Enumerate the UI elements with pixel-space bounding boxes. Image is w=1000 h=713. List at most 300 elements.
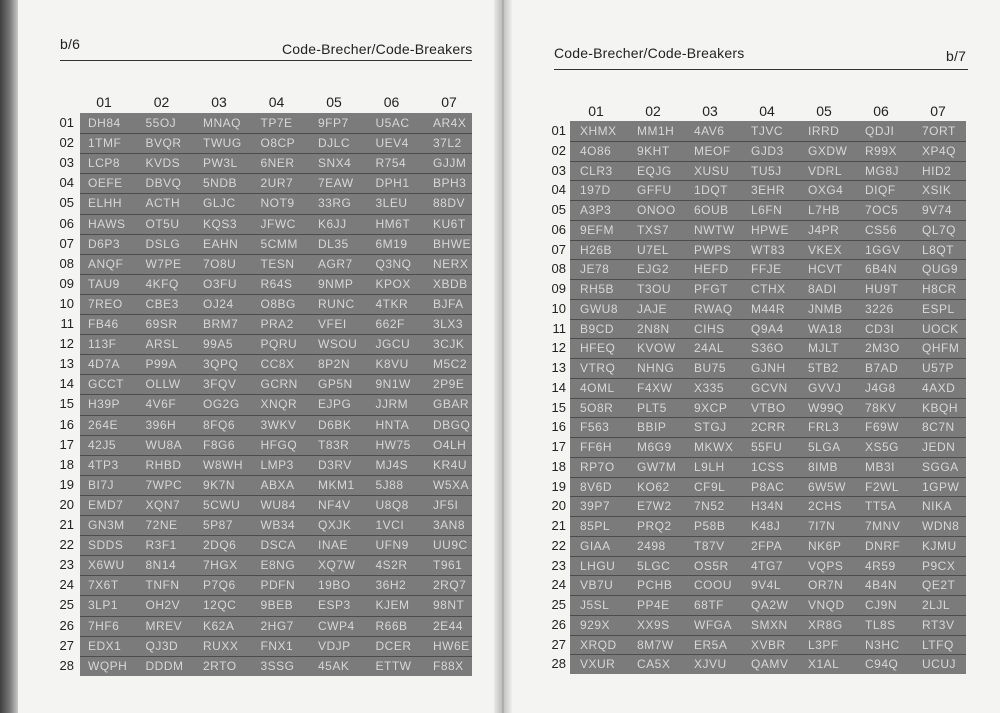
code-cell: 5TB2 (808, 361, 839, 375)
code-cell: X6WU (88, 558, 125, 573)
code-cell: 7N52 (694, 499, 725, 514)
code-cell: 9BEB (260, 598, 294, 613)
code-cell: NERX (433, 256, 469, 271)
code-cell: O4LH (433, 437, 467, 452)
row-separator (80, 374, 472, 375)
code-cell: O8CP (260, 136, 296, 151)
row-number: 27 (59, 637, 74, 653)
code-cell: 2LJL (922, 598, 951, 612)
code-cell: RT3V (922, 617, 955, 632)
code-cell: HAWS (88, 216, 126, 231)
column-header: 05 (326, 94, 342, 110)
code-cell: GCRN (260, 377, 298, 392)
code-cell: HU9T (865, 282, 899, 296)
code-cell: 3SSG (260, 658, 295, 673)
row-separator (570, 516, 966, 517)
code-cell: XSIK (922, 183, 952, 198)
code-cell: BJFA (433, 296, 464, 311)
code-cell: 3226 (865, 301, 894, 316)
row-separator (80, 515, 472, 516)
code-cell: NHNG (637, 361, 675, 375)
code-cell: OJ24 (203, 296, 234, 311)
row-separator (570, 635, 966, 636)
right-page-title: Code-Brecher/Code-Breakers (554, 45, 745, 61)
code-cell: P9CX (922, 558, 956, 573)
code-cell: 197D (580, 183, 611, 198)
code-cell: MJLT (808, 341, 840, 356)
column-header: 03 (211, 94, 227, 110)
code-cell: CJ9N (865, 598, 898, 612)
code-cell: R754 (375, 156, 407, 171)
code-cell: 8FQ6 (203, 417, 236, 432)
code-cell: HEFD (694, 262, 729, 277)
code-cell: XQ7W (318, 558, 356, 573)
code-cell: TAU9 (88, 276, 120, 291)
code-cell: F2WL (865, 479, 900, 494)
code-cell: ESP3 (318, 598, 351, 613)
code-cell: XS5G (865, 440, 900, 454)
code-cell: JFWC (260, 216, 296, 231)
code-cell: 1TMF (88, 136, 122, 151)
code-cell: K48J (751, 519, 781, 533)
code-cell: QL7Q (922, 222, 957, 237)
code-cell: 7I7N (808, 519, 836, 533)
row-separator (570, 259, 966, 260)
column-header: 02 (153, 94, 170, 110)
column-header: 01 (96, 94, 112, 110)
code-cell: RH5B (580, 282, 615, 296)
code-cell: SMXN (751, 617, 788, 632)
code-cell: 5P87 (203, 518, 234, 532)
code-cell: ESPL (922, 301, 955, 316)
row-number: 23 (59, 557, 74, 573)
left-page-number: b/6 (60, 36, 81, 52)
code-cell: GFFU (637, 183, 672, 198)
row-separator (570, 615, 966, 616)
row-number: 19 (551, 478, 566, 494)
row-number: 09 (59, 275, 74, 291)
code-cell: 3WKV (260, 417, 297, 432)
column-header: 04 (759, 103, 775, 119)
code-cell: KBQH (922, 400, 959, 415)
code-cell: 4D7A (88, 357, 121, 372)
row-separator (570, 338, 966, 339)
code-cell: TESN (260, 256, 295, 271)
code-cell: QUG9 (922, 262, 959, 277)
code-cell: 5CWU (203, 497, 241, 512)
row-number: 28 (59, 657, 74, 673)
code-cell: NF4V (318, 497, 351, 512)
code-cell: R99X (865, 143, 898, 158)
code-cell: O8BG (260, 296, 296, 311)
code-cell: 8M7W (637, 637, 674, 652)
row-number: 18 (59, 456, 74, 472)
code-cell: D6BK (318, 417, 352, 432)
row-separator (570, 180, 966, 181)
code-cell: 37L2 (433, 136, 462, 151)
code-cell: W8WH (203, 457, 243, 472)
code-cell: PP4E (637, 598, 670, 612)
row-separator (80, 415, 472, 416)
code-cell: 99A5 (203, 337, 234, 352)
code-cell: J4PR (808, 222, 840, 237)
row-separator (80, 616, 472, 617)
code-cell: 36H2 (375, 578, 407, 593)
code-cell: 264E (88, 417, 119, 432)
code-cell: 2CRR (751, 420, 786, 435)
code-cell: JF5I (433, 497, 459, 512)
column-header: 01 (588, 103, 604, 119)
code-cell: GBAR (433, 397, 470, 412)
code-cell: GJNH (751, 361, 786, 375)
code-cell: ANQF (88, 256, 124, 271)
code-cell: IRRD (808, 124, 840, 138)
code-cell: FRL3 (808, 420, 840, 435)
code-cell: OLLW (145, 377, 181, 392)
code-cell: BRM7 (203, 317, 239, 331)
code-cell: 6NER (260, 156, 295, 171)
code-cell: 8ADI (808, 282, 837, 296)
code-cell: 4TKR (375, 296, 409, 311)
code-cell: LHGU (580, 558, 616, 573)
code-cell: HNTA (375, 417, 410, 432)
code-cell: 3CJK (433, 337, 465, 352)
code-cell: J4G8 (865, 380, 896, 395)
code-cell: LCP8 (88, 156, 121, 171)
code-cell: FFJE (751, 262, 782, 277)
code-cell: HPWE (751, 222, 789, 237)
code-cell: W99Q (808, 400, 845, 415)
row-number: 03 (59, 155, 74, 171)
code-cell: 7WPC (145, 477, 183, 492)
code-cell: JNMB (808, 301, 843, 316)
code-cell: 929X (580, 617, 611, 632)
code-cell: L7HB (808, 203, 841, 217)
column-header: 04 (268, 94, 285, 110)
code-cell: PRA2 (260, 317, 294, 331)
code-cell: CC8X (260, 357, 295, 372)
code-cell: 662F (375, 317, 405, 331)
code-cell: WDN8 (922, 519, 960, 533)
code-cell: P99A (145, 357, 177, 372)
code-cell: EJG2 (637, 262, 670, 277)
code-cell: WU84 (260, 497, 296, 512)
row-number: 05 (59, 195, 74, 211)
code-cell: JAJE (637, 301, 668, 316)
code-cell: 7REO (88, 296, 123, 311)
code-cell: 85PL (580, 519, 611, 533)
code-cell: VTBO (751, 400, 786, 415)
code-cell: KO62 (637, 479, 670, 494)
row-number: 02 (59, 135, 74, 151)
code-cell: UOCK (922, 321, 959, 336)
code-cell: UCUJ (922, 657, 956, 672)
code-cell: XUSU (694, 163, 730, 178)
code-cell: ONOO (637, 203, 676, 217)
code-cell: JJRM (375, 397, 409, 412)
row-separator (80, 334, 472, 335)
row-number: 21 (551, 518, 566, 533)
row-separator (570, 279, 966, 280)
code-cell: K8VU (375, 357, 409, 372)
row-separator (570, 161, 966, 162)
right-page-number: b/7 (946, 48, 967, 64)
code-cell: 2FPA (751, 538, 783, 553)
code-cell: ETTW (375, 658, 412, 673)
code-cell: HID2 (922, 163, 952, 178)
code-cell: MM1H (637, 124, 675, 138)
code-cell: PWPS (694, 242, 732, 257)
code-cell: MKM1 (318, 477, 355, 492)
code-cell: MEOF (694, 143, 731, 158)
code-cell: H26B (580, 242, 613, 257)
code-cell: 4OML (580, 380, 615, 395)
code-cell: 5LGA (808, 440, 841, 454)
code-cell: 9N1W (375, 377, 411, 392)
code-cell: 5NDB (203, 176, 238, 191)
code-cell: OXG4 (808, 183, 844, 198)
code-cell: VKEX (808, 242, 843, 257)
code-cell: H34N (751, 499, 784, 514)
code-cell: CTHX (751, 282, 786, 296)
row-number: 17 (59, 436, 74, 452)
code-cell: OR7N (808, 578, 844, 593)
row-number: 21 (59, 517, 74, 532)
row-separator (80, 455, 472, 456)
row-number: 22 (59, 537, 74, 553)
code-cell: VDRL (808, 163, 843, 178)
code-cell: SDDS (88, 538, 124, 553)
code-cell: 55FU (751, 440, 783, 454)
code-cell: 2UR7 (260, 176, 294, 191)
code-cell: GCVN (751, 380, 788, 395)
row-number: 12 (59, 336, 74, 352)
code-cell: 4TG7 (751, 558, 784, 573)
code-cell: 4AV6 (694, 124, 725, 138)
code-cell: ER5A (694, 637, 728, 652)
code-cell: 5LGC (637, 558, 671, 573)
code-cell: 7OC5 (865, 203, 899, 217)
code-cell: 3QPQ (203, 357, 239, 372)
code-cell: VFEI (318, 317, 347, 331)
code-cell: XHMX (580, 124, 617, 138)
row-number: 10 (59, 295, 74, 311)
row-number: 14 (59, 376, 74, 392)
code-cell: L3PF (808, 637, 839, 652)
row-number: 05 (551, 202, 566, 217)
code-cell: MNAQ (203, 116, 241, 130)
row-number: 08 (59, 255, 74, 271)
code-cell: BVQR (145, 136, 182, 151)
row-number: 24 (59, 577, 74, 593)
row-separator (570, 575, 966, 576)
code-cell: KVDS (145, 156, 181, 171)
code-cell: Q3NQ (375, 256, 412, 271)
code-cell: M6G9 (637, 440, 672, 454)
code-cell: 7HF6 (88, 618, 120, 633)
code-cell: F563 (580, 420, 610, 435)
code-cell: 9KHT (637, 143, 670, 158)
code-cell: BI7J (88, 477, 115, 492)
code-cell: 4KFQ (145, 276, 179, 291)
row-separator (570, 240, 966, 241)
code-cell: GIAA (580, 538, 611, 553)
code-cell: COOU (694, 578, 732, 593)
code-cell: DH84 (88, 116, 121, 130)
code-cell: EDX1 (88, 638, 122, 653)
code-cell: EMD7 (88, 497, 124, 512)
code-cell: 2DQ6 (203, 538, 237, 553)
code-cell: 9FP7 (318, 116, 349, 130)
code-cell: KU6T (433, 216, 466, 231)
row-number: 04 (59, 175, 74, 191)
code-cell: DBGQ (433, 417, 471, 432)
code-cell: KPOX (375, 276, 411, 291)
row-separator (80, 435, 472, 436)
code-cell: 6M19 (375, 236, 408, 251)
code-cell: 68TF (694, 598, 725, 612)
code-cell: F4XW (637, 380, 673, 395)
row-separator (570, 437, 966, 438)
code-cell: PLT5 (637, 400, 667, 415)
code-cell: WT83 (751, 242, 786, 257)
code-cell: 9K7N (203, 477, 236, 492)
row-separator (570, 654, 966, 655)
row-separator (570, 457, 966, 458)
code-cell: XR8G (808, 617, 843, 632)
code-cell: E7W2 (637, 499, 672, 514)
row-separator (80, 535, 472, 536)
code-cell: QJ3D (145, 638, 179, 653)
code-cell: T3OU (637, 282, 672, 296)
code-cell: F88X (433, 658, 464, 673)
code-cell: 69SR (145, 317, 178, 331)
row-separator (80, 555, 472, 556)
code-cell: XBDB (433, 276, 468, 291)
code-cell: R3F1 (145, 538, 177, 553)
code-cell: 9XCP (694, 400, 728, 415)
code-cell: 396H (145, 417, 177, 432)
code-cell: TT5A (865, 499, 897, 514)
code-cell: J5SL (580, 598, 610, 612)
row-number: 19 (59, 476, 74, 492)
code-cell: TP7E (260, 116, 293, 130)
code-cell: DCER (375, 638, 412, 653)
code-cell: GXDW (808, 143, 848, 158)
code-cell: 2498 (637, 538, 666, 553)
code-cell: RWAQ (694, 301, 733, 316)
row-separator (80, 314, 472, 315)
code-cell: DNRF (865, 538, 901, 553)
row-separator (80, 254, 472, 255)
code-cell: MJ4S (375, 457, 409, 472)
code-cell: JGCU (375, 337, 411, 352)
code-cell: 8N14 (145, 558, 177, 573)
row-separator (80, 133, 472, 134)
row-separator (80, 656, 472, 657)
row-number: 07 (551, 241, 566, 257)
code-cell: T83R (318, 437, 350, 452)
code-cell: K6JJ (318, 216, 347, 231)
row-number: 25 (551, 597, 566, 612)
code-cell: RUXX (203, 638, 239, 653)
code-cell: 2CHS (808, 499, 843, 514)
row-separator (80, 354, 472, 355)
code-cell: OT5U (145, 216, 180, 231)
code-cell: OEFE (88, 176, 123, 191)
row-number: 16 (551, 419, 566, 435)
code-cell: D3RV (318, 457, 352, 472)
column-header: 07 (441, 94, 457, 110)
row-number: 18 (551, 458, 566, 474)
code-cell: DSCA (260, 538, 296, 553)
code-cell: QAMV (751, 657, 789, 672)
code-cell: PDFN (260, 578, 296, 593)
code-cell: 9V74 (922, 203, 953, 217)
code-cell: WU8A (145, 437, 183, 452)
code-cell: U57P (922, 361, 955, 375)
row-separator (80, 274, 472, 275)
code-cell: CLR3 (580, 163, 613, 178)
code-cell: 55OJ (145, 116, 177, 130)
code-cell: GN3M (88, 518, 125, 532)
code-cell: 9EFM (580, 222, 615, 237)
code-cell: 2RTO (203, 658, 237, 673)
code-cell: CS56 (865, 222, 898, 237)
row-separator (570, 536, 966, 537)
row-number: 25 (59, 597, 74, 613)
code-cell: 1CSS (751, 459, 785, 474)
code-cell: LTFQ (922, 637, 954, 652)
code-cell: RUNC (318, 296, 355, 311)
code-cell: XP4Q (922, 143, 957, 158)
code-cell: H39P (88, 397, 121, 412)
row-separator (570, 398, 966, 399)
code-cell: 1DQT (694, 183, 729, 198)
book-spine (494, 0, 512, 713)
row-separator (570, 477, 966, 478)
code-cell: KQS3 (203, 216, 238, 231)
row-separator (570, 417, 966, 418)
row-separator (570, 595, 966, 596)
code-cell: 3LP1 (88, 598, 119, 613)
code-cell: 4R59 (865, 558, 896, 573)
row-number: 24 (551, 577, 566, 593)
column-header: 02 (645, 103, 661, 119)
code-cell: TWUG (203, 136, 242, 151)
code-cell: TL8S (865, 617, 896, 632)
code-cell: 3LX3 (433, 317, 464, 331)
code-cell: KVOW (637, 341, 676, 356)
code-cell: KJMU (922, 538, 957, 553)
code-cell: U7EL (637, 242, 670, 257)
row-number: 23 (551, 557, 566, 573)
code-cell: STGJ (694, 420, 727, 435)
code-cell: 6OUB (694, 203, 729, 217)
code-cell: 7MNV (865, 519, 901, 533)
code-cell: QE2T (922, 578, 956, 593)
code-cell: 4S2R (375, 558, 408, 573)
row-number: 04 (551, 182, 566, 198)
code-cell: 3AN8 (433, 518, 466, 532)
row-number: 17 (551, 439, 566, 454)
code-cell: VTRQ (580, 361, 616, 375)
code-cell: 5J88 (375, 477, 404, 492)
code-cell: WQPH (88, 658, 128, 673)
code-cell: 7X6T (88, 578, 119, 593)
code-cell: 4O86 (580, 143, 612, 158)
code-cell: PW3L (203, 156, 238, 171)
